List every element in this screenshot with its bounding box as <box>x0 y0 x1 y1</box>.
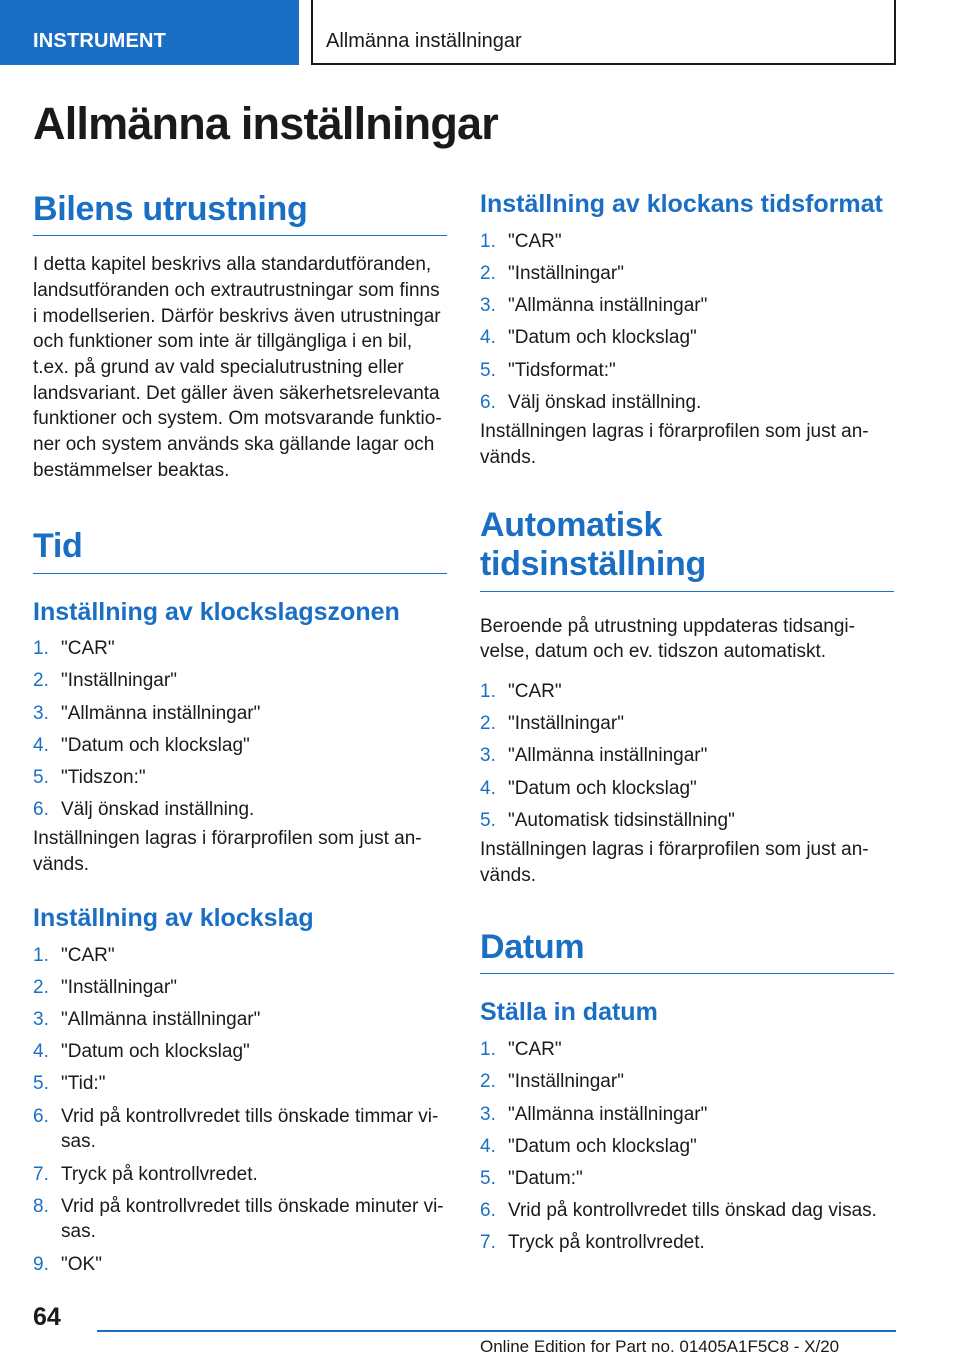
list-item <box>33 1104 447 1155</box>
step-text: "Datum och klockslag" <box>508 777 697 799</box>
step-text: Välj önskad inställning. <box>508 391 702 413</box>
step-text: "CAR" <box>508 1039 562 1061</box>
section-tid <box>33 527 447 1277</box>
note-text: Inställningen lagras i förarprofilen som just an-vänds. <box>480 838 869 886</box>
step-number: 3. <box>33 1009 49 1031</box>
step-text: Vrid på kontrollvredet tills önskade minuter vi-sas. <box>61 1195 444 1243</box>
list-item <box>33 733 447 759</box>
step-text: "CAR" <box>61 638 115 660</box>
step-text: "CAR" <box>508 680 562 702</box>
step-number: 4. <box>480 327 496 349</box>
section-heading: Automatisk tidsinställning <box>480 506 894 591</box>
list-item <box>33 636 447 662</box>
chapter-tab-label: INSTRUMENT <box>33 30 167 52</box>
step-text: "Datum och klockslag" <box>61 1041 250 1063</box>
list-item <box>480 1102 894 1128</box>
step-number: 7. <box>33 1163 49 1185</box>
list-item <box>33 1071 447 1097</box>
step-number: 4. <box>33 734 49 756</box>
step-text: Tryck på kontrollvredet. <box>61 1163 258 1185</box>
list-item <box>33 1007 447 1033</box>
steps-list <box>480 229 894 416</box>
page-number: 64 <box>33 1303 61 1331</box>
step-text: "CAR" <box>508 230 562 252</box>
section-header <box>311 0 896 65</box>
step-number: 3. <box>33 702 49 724</box>
steps-list <box>480 679 894 834</box>
step-number: 2. <box>480 262 496 284</box>
step-text: "Tid:" <box>61 1073 106 1095</box>
step-number: 5. <box>33 767 49 789</box>
section-header-label: Allmänna inställningar <box>326 30 522 52</box>
list-item <box>480 776 894 802</box>
step-number: 2. <box>480 713 496 735</box>
step-number: 8. <box>33 1195 49 1217</box>
step-text: "Inställningar" <box>508 713 624 735</box>
step-number: 6. <box>480 1200 496 1222</box>
list-item <box>33 1194 447 1245</box>
step-number: 1. <box>480 680 496 702</box>
chapter-tab <box>0 0 299 65</box>
step-number: 2. <box>33 976 49 998</box>
section-automatisk <box>480 506 894 888</box>
list-item <box>33 1252 447 1278</box>
list-item <box>480 1230 894 1256</box>
list-item <box>33 1039 447 1065</box>
section-heading: Datum <box>480 928 894 974</box>
right-column <box>480 190 894 1263</box>
step-number: 4. <box>480 1135 496 1157</box>
page-title: Allmänna inställningar <box>33 98 498 149</box>
list-item <box>33 765 447 791</box>
step-text: Vrid på kontrollvredet tills önskade timmar vi-sas. <box>61 1105 439 1153</box>
step-number: 3. <box>480 1103 496 1125</box>
list-item <box>480 390 894 416</box>
section-heading: Tid <box>33 527 447 573</box>
list-item <box>480 711 894 737</box>
step-text: "Inställningar" <box>508 262 624 284</box>
step-text: "Datum:" <box>508 1168 583 1190</box>
steps-list <box>480 1037 894 1256</box>
list-item <box>480 808 894 834</box>
step-number: 6. <box>480 391 496 413</box>
step-text: "Allmänna inställningar" <box>508 1103 708 1125</box>
list-item <box>33 1162 447 1188</box>
step-text: "Allmänna inställningar" <box>61 1009 261 1031</box>
footer-divider <box>97 1330 896 1332</box>
list-item <box>480 743 894 769</box>
list-item <box>480 229 894 255</box>
step-text: "Tidsformat:" <box>508 359 616 381</box>
step-number: 4. <box>33 1041 49 1063</box>
step-text: Välj önskad inställning. <box>61 799 255 821</box>
edition-text: Online Edition for Part no. 01405A1F5C8 - X/20 <box>480 1337 840 1356</box>
step-number: 1. <box>480 1039 496 1061</box>
step-text: Tryck på kontrollvredet. <box>508 1232 705 1254</box>
subsection-heading: Ställa in datum <box>480 998 658 1027</box>
step-text: "Tidszon:" <box>61 767 146 789</box>
step-number: 5. <box>480 809 496 831</box>
step-text: "Automatisk tidsinställning" <box>508 809 735 831</box>
step-number: 6. <box>33 1105 49 1127</box>
step-number: 2. <box>480 1071 496 1093</box>
list-item <box>480 293 894 319</box>
step-number: 5. <box>33 1073 49 1095</box>
section-bilens-utrustning <box>33 190 447 483</box>
step-text: "Inställningar" <box>508 1071 624 1093</box>
step-number: 5. <box>480 1168 496 1190</box>
step-number: 1. <box>33 638 49 660</box>
step-text: "Datum och klockslag" <box>61 734 250 756</box>
list-item <box>33 975 447 1001</box>
left-column <box>33 190 447 1284</box>
list-item <box>480 1134 894 1160</box>
list-item <box>480 1037 894 1063</box>
subsection-heading: Inställning av klockans tidsformat <box>480 190 883 218</box>
step-text: "CAR" <box>61 944 115 966</box>
list-item <box>480 261 894 287</box>
list-item <box>33 701 447 727</box>
step-text: "Datum och klockslag" <box>508 327 697 349</box>
step-number: 1. <box>33 944 49 966</box>
steps-list <box>33 636 447 823</box>
list-item <box>33 797 447 823</box>
step-text: "Allmänna inställningar" <box>61 702 261 724</box>
step-text: "Inställningar" <box>61 670 177 692</box>
step-text: "Inställningar" <box>61 976 177 998</box>
subsection-heading: Inställning av klockslag <box>33 903 314 932</box>
steps-list <box>33 943 447 1278</box>
subsection-heading: Inställning av klockslagszonen <box>33 597 400 626</box>
step-number: 1. <box>480 230 496 252</box>
list-item <box>480 1069 894 1095</box>
note-text: Inställningen lagras i förarprofilen som just an-vänds. <box>480 420 869 468</box>
list-item <box>480 679 894 705</box>
list-item <box>33 943 447 969</box>
step-text: "Allmänna inställningar" <box>508 745 708 767</box>
step-number: 4. <box>480 777 496 799</box>
step-number: 9. <box>33 1253 49 1275</box>
step-number: 2. <box>33 670 49 692</box>
step-text: Vrid på kontrollvredet tills önskad dag visas. <box>508 1200 877 1222</box>
subsection-tidsformat <box>480 190 894 470</box>
list-item <box>480 358 894 384</box>
section-datum <box>480 928 894 1256</box>
step-number: 3. <box>480 745 496 767</box>
step-number: 5. <box>480 359 496 381</box>
step-number: 6. <box>33 799 49 821</box>
section-body: Beroende på utrustning uppdateras tidsangi-velse, datum och ev. tidszon automatiskt. <box>480 615 855 663</box>
step-text: "Datum och klockslag" <box>508 1135 697 1157</box>
list-item <box>480 1166 894 1192</box>
list-item <box>33 668 447 694</box>
list-item <box>480 325 894 351</box>
step-number: 3. <box>480 295 496 317</box>
section-body: I detta kapitel beskrivs alla standardutföranden, landsutföranden och extrautrustningar som finns i modellserien. Därför beskrivs även utrustningar och funktioner som inte är tillgängliga i en bil, t.ex. på grund av vald specialutrustning eller landsvariant. Det gäller även säkerhetsrelevanta funktioner och system. Om motsvarande funktio-ner och system används ska gällande lagar och bestämmelser beaktas. <box>33 254 442 481</box>
section-heading: Bilens utrustning <box>33 190 447 236</box>
step-text: "Allmänna inställningar" <box>508 295 708 317</box>
list-item <box>480 1198 894 1224</box>
step-number: 7. <box>480 1232 496 1254</box>
note-text: Inställningen lagras i förarprofilen som just an-vänds. <box>33 828 422 876</box>
step-text: "OK" <box>61 1253 102 1275</box>
